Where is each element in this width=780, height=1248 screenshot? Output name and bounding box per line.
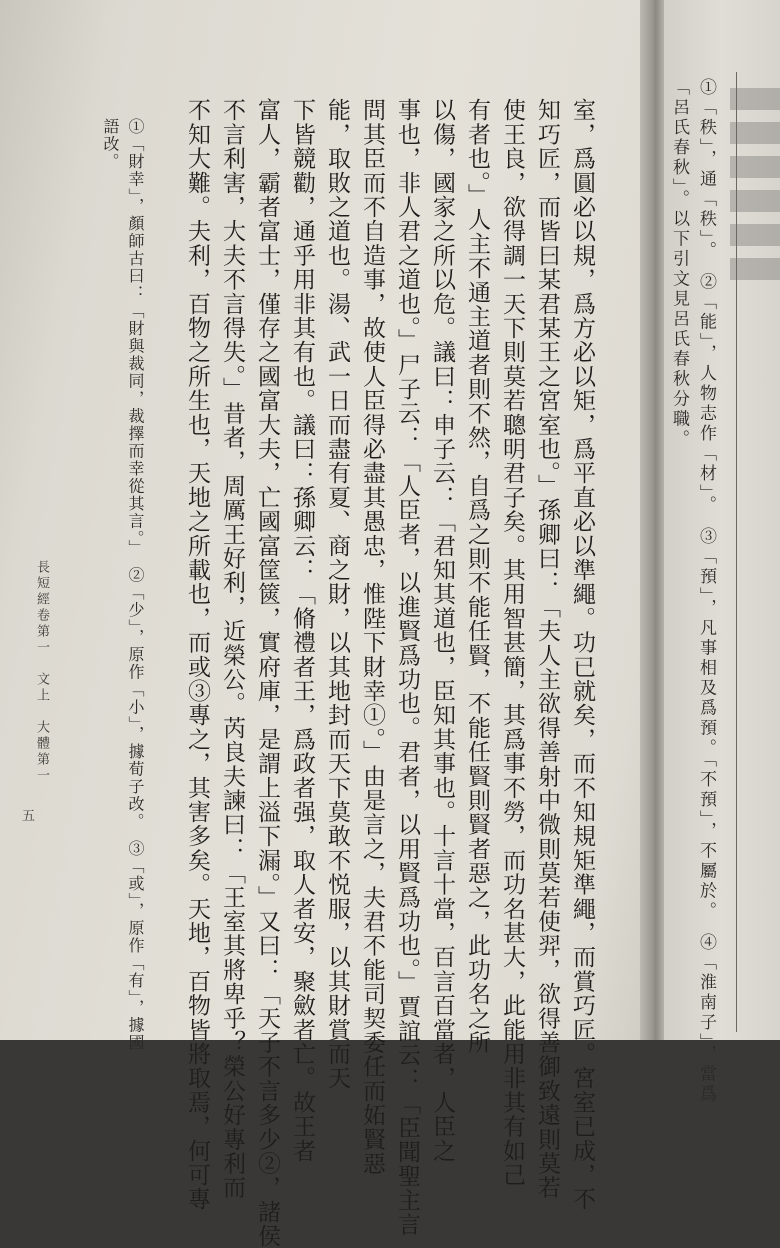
text-column: 使王良，欲得調一天下則莫若聰明君子矣。其用智甚簡，其爲事不勞，而功名甚大，此能用非其有如己: [499, 98, 525, 1187]
running-head: 長短經卷第一 文上 大體第一: [34, 560, 49, 784]
text-column: 問其臣而不自造事，故使人臣得必盡其愚忠，惟陛下財幸①。」由是言之，夫君不能司契委任而妬賢惡: [359, 98, 385, 1176]
text-column: 能，取敗之道也。湯、武一日而盡有夏、商之財，以其地封而天下莫敢不悦服，以其財賞而天: [324, 98, 350, 1091]
text-column: 室，爲圓必以規，爲方必以矩，爲平直必以準繩。功已就矣，而不知規矩準繩，而賞巧匠。宮室已成，不: [569, 98, 595, 1212]
text-column: 下皆競勸，通乎用非其有也。議曰：孫卿云：「脩禮者王，爲政者强，取人者安，聚斂者亡。故王者: [289, 98, 315, 1163]
text-column: 事也，非人君之道也。」尸子云：「人臣者，以進賢爲功也。君者，以用賢爲功也。」賈誼云：「臣聞聖主言: [394, 98, 420, 1237]
text-column: 知巧匠，而皆曰某君某王之宮室也。」孫卿曰：「夫人主欲得善射中微則莫若使羿，欲得善御致遠則莫若: [534, 98, 560, 1200]
right-note-line: ①「秩」，通「秩」。 ②「能」，人物志作「材」。 ③「預」，凡事相及爲預。「不預」，不屬於。 ④「淮南子」，當爲: [696, 78, 716, 1105]
footnote-line: ①「財幸」，顏師古曰：「財與裁同，裁擇而幸從其言。」 ②「少」，原作「小」，據荀子改。 ③「或」，原作「有」，據國: [126, 118, 145, 1052]
text-column: 不知大難。夫利，百物之所生也，天地之所載也，而或③專之，其害多矣。天地，百物皆將取焉，何可專: [184, 98, 210, 1212]
text-column: 不言利害，大夫不言得失。」昔者，周厲王好利，近榮公。芮良夫諫曰：「王室其將卑乎？榮公好專利而: [219, 98, 245, 1200]
page-number: 五: [22, 809, 36, 824]
footnote-line: 語改。: [101, 118, 120, 171]
text-column: 以傷，國家之所以危。議曰：申子云：「君知其道也，臣知其事也。十言十當，百言百當者，人臣之: [429, 98, 455, 1163]
book-gutter: [640, 0, 666, 1040]
right-note-line: 「呂氏春秋」。以下引文見呂氏春秋分職。: [669, 78, 689, 450]
text-column: 富人，霸者富士，僅存之國富大夫，亡國富筐篋，實府庫，是謂上溢下漏。」又曰：「天子不言多少②，諸侯: [254, 98, 280, 1248]
bleed-through-text: [730, 80, 780, 280]
right-page-rule: [736, 72, 737, 1032]
text-column: 有者也。」人主不通主道者則不然，自爲之則不能任賢，不能任賢則賢者惡之，此功名之所: [464, 98, 490, 1055]
